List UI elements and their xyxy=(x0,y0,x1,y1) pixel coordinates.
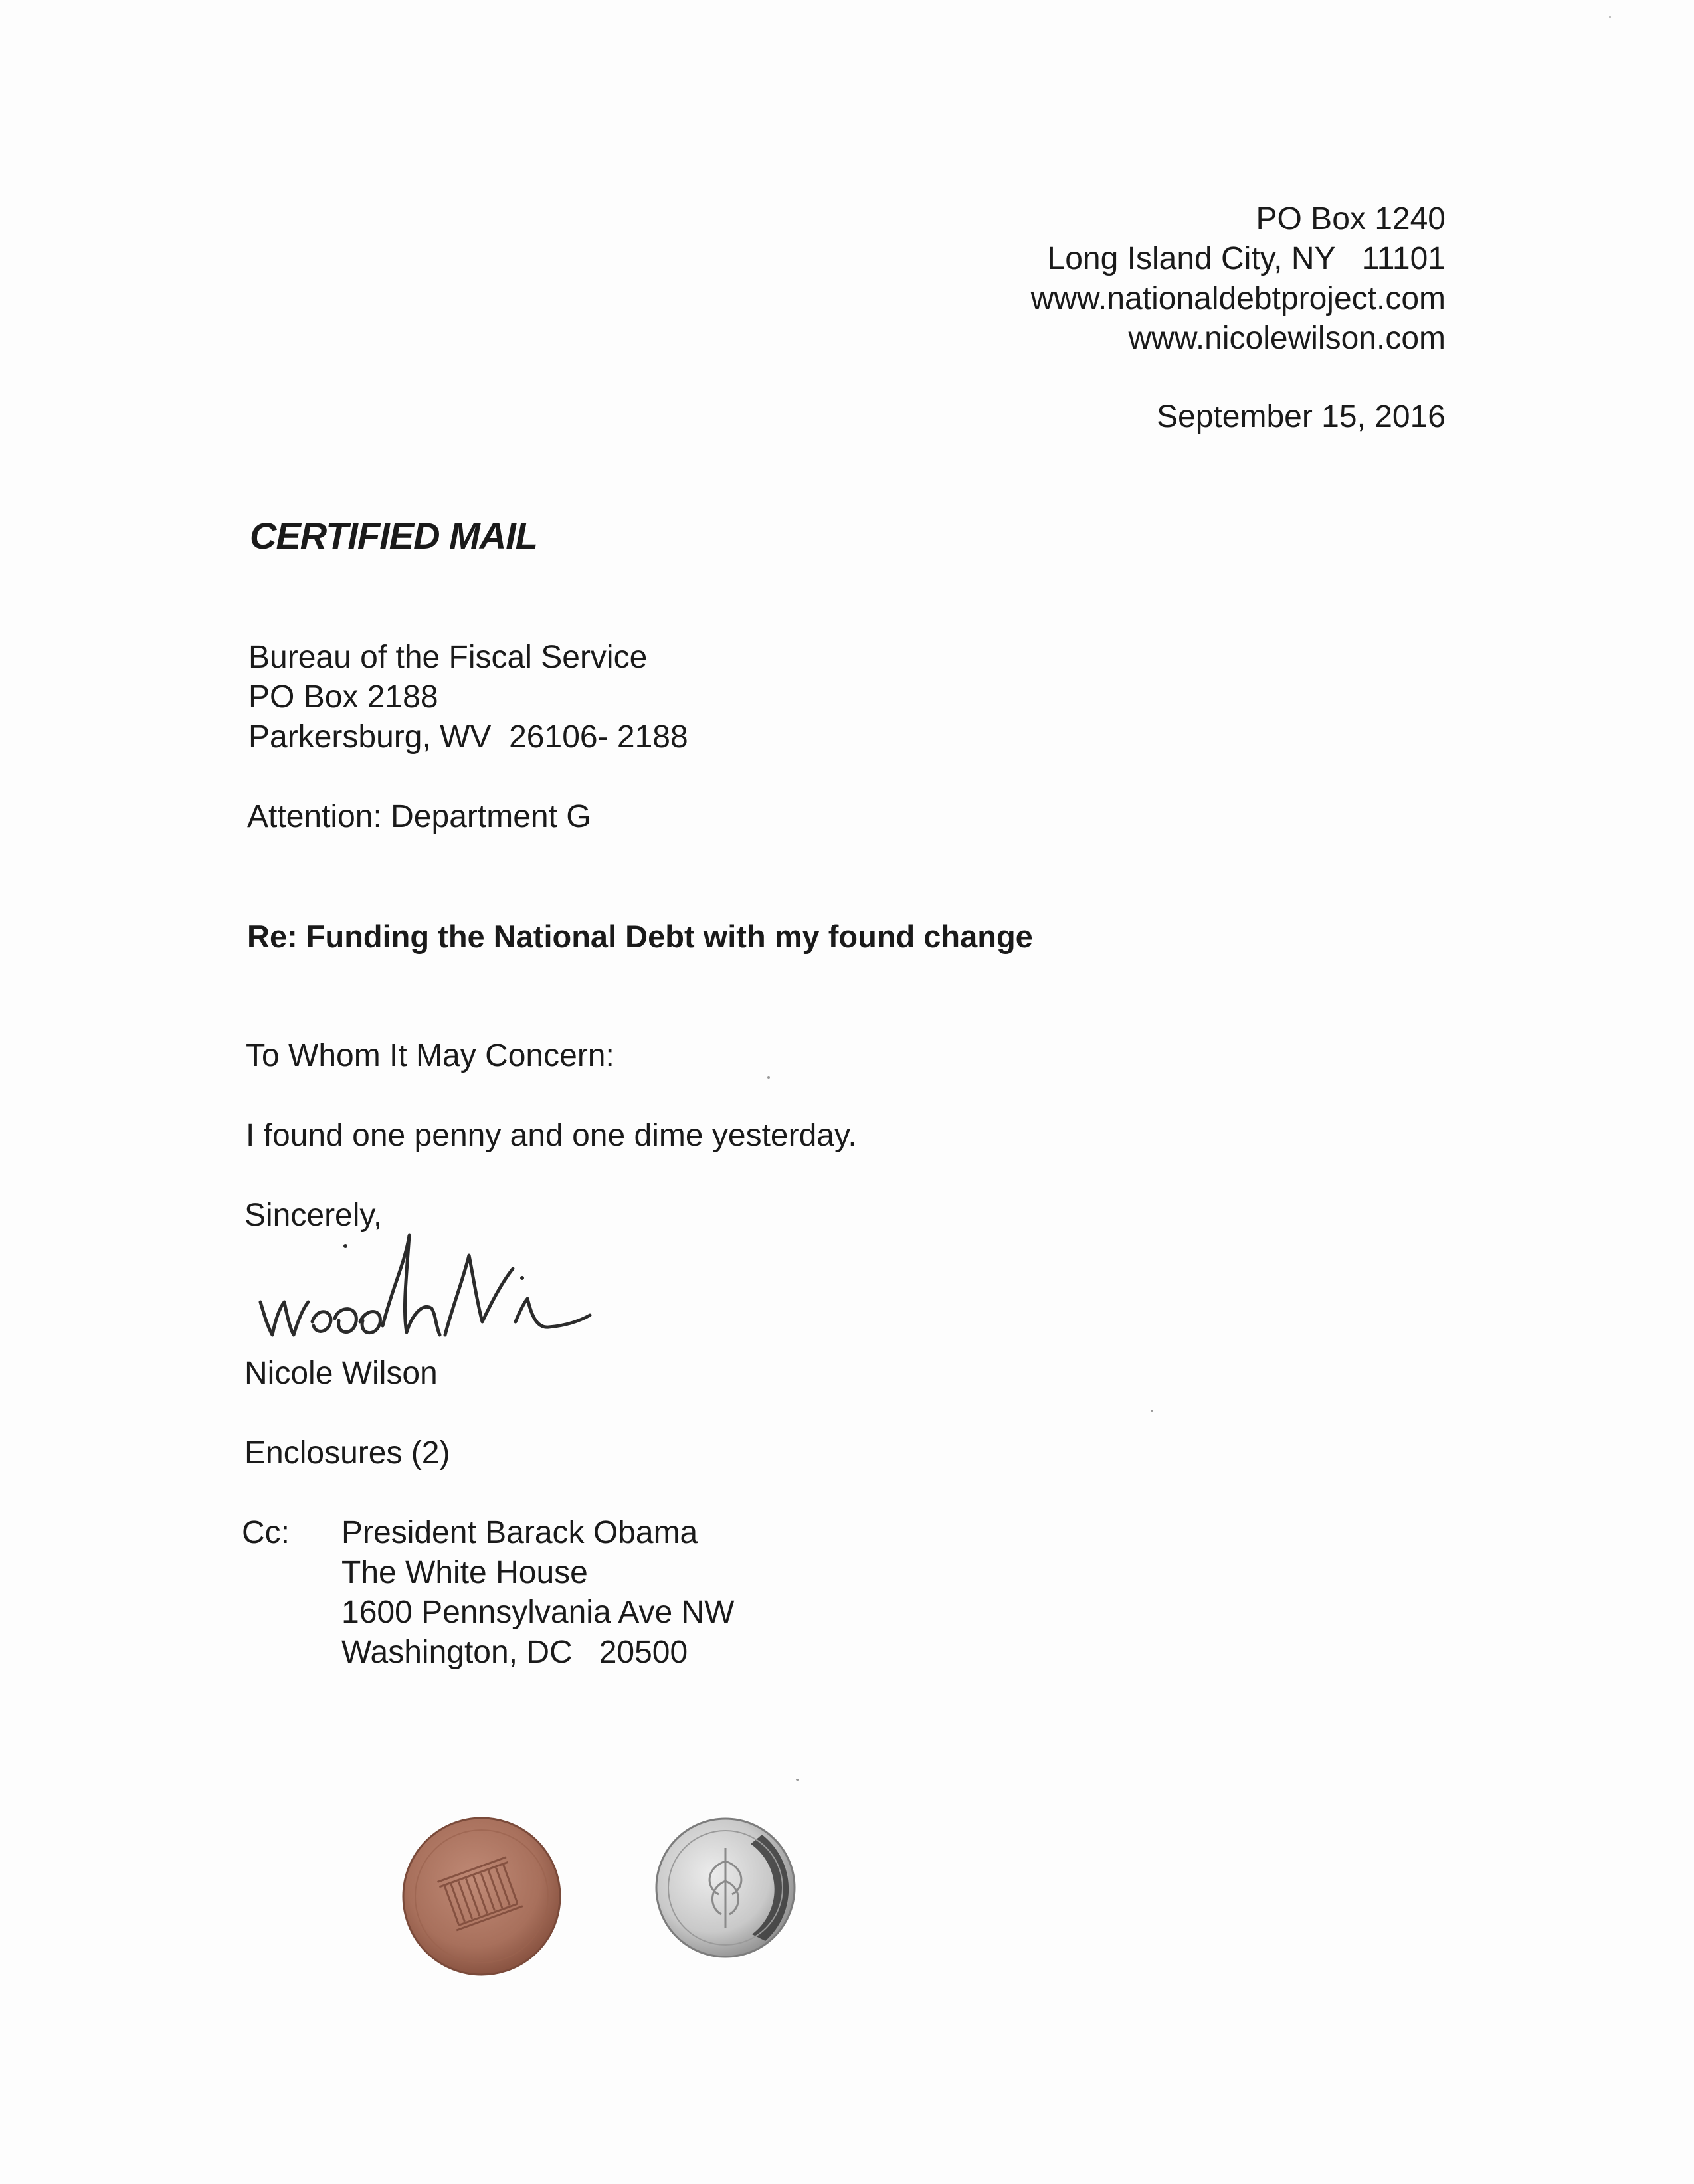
salutation: To Whom It May Concern: xyxy=(246,1038,614,1073)
signature-stroke xyxy=(260,1235,590,1335)
cc-address-line: Washington, DC 20500 xyxy=(341,1635,688,1670)
dime-coin-image xyxy=(652,1815,799,1961)
sender-address xyxy=(781,199,1446,359)
cc-label: Cc: xyxy=(242,1515,290,1550)
enclosures-line: Enclosures (2) xyxy=(244,1435,450,1471)
cc-address xyxy=(341,1513,734,1673)
sender-address-line: PO Box 1240 xyxy=(1256,201,1446,236)
recipient-address xyxy=(248,638,688,757)
recipient-address-line: PO Box 2188 xyxy=(248,680,438,715)
sender-address-line: www.nicolewilson.com xyxy=(1128,321,1446,356)
subject-line: Re: Funding the National Debt with my found change xyxy=(247,919,1033,954)
scan-speck xyxy=(1151,1410,1153,1412)
scan-speck xyxy=(796,1779,799,1781)
closing: Sincerely, xyxy=(244,1198,383,1233)
letter-date: September 15, 2016 xyxy=(1157,399,1446,434)
signature-dot xyxy=(343,1244,347,1248)
body-paragraph: I found one penny and one dime yesterday. xyxy=(246,1118,857,1153)
attention-line: Attention: Department G xyxy=(247,799,591,834)
scan-speck xyxy=(1609,16,1611,18)
sender-address-line: Long Island City, NY 11101 xyxy=(1047,241,1446,276)
cc-address-line: 1600 Pennsylvania Ave NW xyxy=(341,1595,735,1630)
sender-address-line: www.nationaldebtproject.com xyxy=(1030,281,1446,316)
handwritten-signature xyxy=(252,1209,598,1355)
cc-address-line: President Barack Obama xyxy=(341,1515,698,1550)
scan-speck xyxy=(767,1076,770,1079)
signer-name: Nicole Wilson xyxy=(244,1356,438,1391)
recipient-address-line: Parkersburg, WV 26106- 2188 xyxy=(248,719,688,755)
cc-address-line: The White House xyxy=(341,1555,588,1590)
recipient-address-line: Bureau of the Fiscal Service xyxy=(248,640,648,675)
signature-dot xyxy=(520,1276,524,1280)
certified-mail-heading: CERTIFIED MAIL xyxy=(250,515,537,557)
penny-coin-image xyxy=(399,1813,565,1979)
